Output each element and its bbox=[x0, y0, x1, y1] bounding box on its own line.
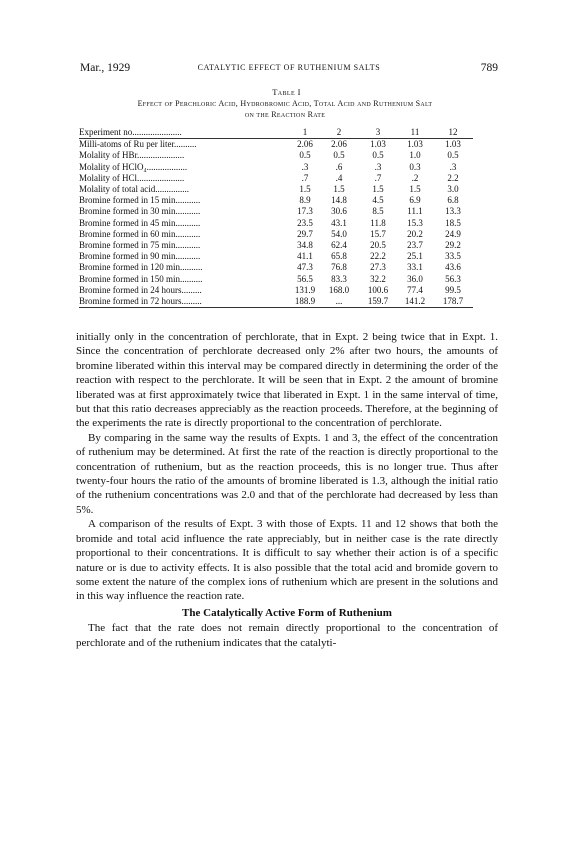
table-cell: 23.7 bbox=[407, 240, 423, 251]
table-row bbox=[79, 184, 473, 195]
table-cell: 77.4 bbox=[407, 284, 423, 295]
table-cell: 100.6 bbox=[367, 284, 389, 295]
table-row bbox=[79, 262, 473, 273]
row-label: Molality of HBr..................... bbox=[79, 150, 185, 161]
row-label: Milli-atoms of Ru per liter.......... bbox=[79, 139, 197, 150]
table-row bbox=[79, 206, 473, 217]
table-cell: .6 bbox=[335, 161, 343, 172]
table-cell: 188.9 bbox=[291, 296, 319, 308]
table-cell: 43.6 bbox=[445, 262, 461, 273]
table-cell: .4 bbox=[335, 172, 343, 183]
table-cell: 1.5 bbox=[299, 184, 311, 195]
header-cell: 3 bbox=[359, 127, 397, 139]
table-cell: 62.4 bbox=[331, 240, 347, 251]
row-label: Bromine formed in 72 hours......... bbox=[79, 296, 291, 308]
header-cell: 2 bbox=[319, 127, 359, 139]
table-row bbox=[79, 218, 473, 229]
header-label: Experiment no...................... bbox=[79, 127, 291, 139]
table-cell: 33.5 bbox=[445, 251, 461, 262]
table-label: Table I bbox=[272, 87, 301, 97]
table-cell: 27.3 bbox=[370, 262, 386, 273]
table-cell: 2.06 bbox=[297, 139, 313, 150]
table-cell: 8.9 bbox=[299, 195, 311, 206]
table-cell: 29.2 bbox=[445, 240, 461, 251]
table-cell: 13.3 bbox=[445, 206, 461, 217]
table-cell: 17.3 bbox=[297, 206, 313, 217]
table-cell: 1.0 bbox=[409, 150, 421, 161]
table-cell: 8.5 bbox=[372, 206, 384, 217]
table-row bbox=[79, 274, 473, 285]
table-row bbox=[79, 229, 473, 240]
table-cell: 159.7 bbox=[359, 296, 397, 308]
table-cell: 99.5 bbox=[445, 284, 461, 295]
row-label: Bromine formed in 120 min.......... bbox=[79, 262, 203, 273]
row-label: Bromine formed in 90 min........... bbox=[79, 251, 201, 262]
table-cell: 3.0 bbox=[447, 184, 459, 195]
table-cell: 20.5 bbox=[370, 240, 386, 251]
row-label: Bromine formed in 60 min........... bbox=[79, 228, 201, 239]
table-cell: 83.3 bbox=[331, 273, 347, 284]
row-label: Molality of total acid............... bbox=[79, 184, 189, 195]
table-cell: ... bbox=[319, 296, 359, 308]
running-header bbox=[80, 62, 498, 76]
header-cell: 1 bbox=[291, 127, 319, 139]
table-cell: 2.06 bbox=[331, 139, 347, 150]
table-cell: 2.2 bbox=[447, 172, 459, 183]
table-row bbox=[79, 285, 473, 296]
table-cell: 141.2 bbox=[397, 296, 433, 308]
table-cell: 33.1 bbox=[407, 262, 423, 273]
table-cell: .3 bbox=[449, 161, 457, 172]
row-label: Molality of HCl..................... bbox=[79, 172, 185, 183]
table-row bbox=[79, 162, 473, 173]
table-cell: 23.5 bbox=[297, 217, 313, 228]
table-cell: 47.3 bbox=[297, 262, 313, 273]
table-row bbox=[79, 251, 473, 262]
body-text bbox=[76, 330, 498, 650]
table-cell: 56.5 bbox=[297, 273, 313, 284]
table-caption bbox=[60, 99, 510, 120]
table-cell: 1.03 bbox=[407, 139, 423, 150]
table-cell: 1.5 bbox=[409, 184, 421, 195]
table-cell: .7 bbox=[374, 172, 382, 183]
table-cell: 15.3 bbox=[407, 217, 423, 228]
table-cell: 30.6 bbox=[331, 206, 347, 217]
page-number: 789 bbox=[480, 62, 498, 74]
row-label: Bromine formed in 15 min........... bbox=[79, 195, 201, 206]
table-caption-line2: on the Reaction Rate bbox=[244, 109, 326, 119]
table-cell: 25.1 bbox=[407, 251, 423, 262]
table-cell: 131.9 bbox=[294, 284, 316, 295]
table-cell: 0.5 bbox=[372, 150, 384, 161]
row-label: Bromine formed in 150 min.......... bbox=[79, 273, 203, 284]
table-cell: 18.5 bbox=[445, 217, 461, 228]
table-cell: 15.7 bbox=[370, 228, 386, 239]
table-cell: 6.9 bbox=[409, 195, 421, 206]
table-cell: 4.5 bbox=[372, 195, 384, 206]
table-row bbox=[79, 139, 473, 151]
table-cell: 14.8 bbox=[331, 195, 347, 206]
paragraph: initially only in the concentration of perchlorate, that in Expt. 2 being twice that in Expt. 1. Since the concentration of perchlorate decreased only 2% after two hours, the amounts of bromine liberated within this interval may be compared directly in determining the order of the reaction with respect to the perchlorate. It will be seen that in Expt. 2 the amount of bromine liberated was at first approximately twice that liberated in Expt. 1 in the same interval of time, but that this ratio decreases appreciably as the reaction proceeds. Therefore, at the beginning of the experiments the rate is directly proportional to the concentration of perchlorate. bbox=[76, 331, 498, 430]
table-row bbox=[79, 173, 473, 184]
table-cell: 54.0 bbox=[331, 228, 347, 239]
table-cell: .7 bbox=[301, 172, 309, 183]
table-cell: 0.5 bbox=[447, 150, 459, 161]
table-cell: 1.5 bbox=[372, 184, 384, 195]
row-label: Molality of HClO₄.................. bbox=[79, 161, 188, 172]
table-cell: 32.2 bbox=[370, 273, 386, 284]
table-header-row bbox=[79, 127, 473, 139]
table-cell: 22.2 bbox=[370, 251, 386, 262]
header-cell: 11 bbox=[397, 127, 433, 139]
table-cell: 20.2 bbox=[407, 228, 423, 239]
table-cell: 0.5 bbox=[333, 150, 345, 161]
paragraph: A comparison of the results of Expt. 3 with those of Expts. 11 and 12 shows that both the bromide and total acid influence the rate appreciably, but in neither case is the rate directly proportional to their concentrations. It is difficult to say whether their action is of a specific nature or is due to activity effects. It is also possible that the total acid and bromide govern to some extent the nature of the complex ions of ruthenium which are present in the solutions and in this way influence the reaction rate. bbox=[76, 518, 498, 603]
table-cell: 24.9 bbox=[445, 228, 461, 239]
table-cell: .2 bbox=[411, 172, 419, 183]
header-cell: 12 bbox=[433, 127, 473, 139]
paragraph: By comparing in the same way the results of Expts. 1 and 3, the effect of the concentration of ruthenium may be determined. At first the rate of the reaction is directly proportional to the concentration of ruthenium, but as the reaction proceeds, this is no longer true. Thus after twenty-four hours the ratio of the amounts of bromine liberated is 1.3, although the initial ratio of the ruthenium concentrations was 2.0 and that of the perchlorate had decreased by less than 5%. bbox=[76, 431, 498, 516]
table-row bbox=[79, 240, 473, 251]
table-cell: 0.3 bbox=[409, 161, 421, 172]
table-cell: 43.1 bbox=[331, 217, 347, 228]
table-cell: 76.8 bbox=[331, 262, 347, 273]
row-label: Bromine formed in 45 min........... bbox=[79, 217, 201, 228]
table-cell: 41.1 bbox=[297, 251, 313, 262]
table-cell: .3 bbox=[374, 161, 382, 172]
table-cell: 168.0 bbox=[328, 284, 350, 295]
table-cell: 1.03 bbox=[370, 139, 386, 150]
row-label: Bromine formed in 75 min........... bbox=[79, 240, 201, 251]
table-cell: 34.8 bbox=[297, 240, 313, 251]
table-row bbox=[79, 150, 473, 161]
row-label: Bromine formed in 30 min........... bbox=[79, 206, 201, 217]
table-cell: 11.1 bbox=[407, 206, 423, 217]
table-cell: 0.5 bbox=[299, 150, 311, 161]
table-cell: 56.3 bbox=[445, 273, 461, 284]
running-title: CATALYTIC EFFECT OF RUTHENIUM SALTS bbox=[197, 63, 381, 72]
table-row bbox=[79, 195, 473, 206]
table-cell: 178.7 bbox=[433, 296, 473, 308]
row-label: Bromine formed in 24 hours......... bbox=[79, 284, 202, 295]
table-cell: 11.8 bbox=[370, 217, 386, 228]
table-cell: 6.8 bbox=[447, 195, 459, 206]
table-cell: 1.03 bbox=[445, 139, 461, 150]
table-caption-line1: Effect of Perchloric Acid, Hydrobromic Acid, Total Acid and Ruthenium Salt bbox=[137, 99, 433, 108]
table-cell: .3 bbox=[301, 161, 309, 172]
table-cell: 29.7 bbox=[297, 228, 313, 239]
data-table bbox=[79, 127, 473, 308]
journal-date: Mar., 1929 bbox=[80, 62, 131, 74]
section-heading: The Catalytically Active Form of Ruthenium bbox=[182, 606, 392, 619]
table-cell: 1.5 bbox=[333, 184, 345, 195]
table-row bbox=[79, 296, 473, 308]
paragraph: The fact that the rate does not remain directly proportional to the concentration of perchlorate and of the ruthenium indicates that the catalyti- bbox=[76, 622, 498, 649]
table-cell: 36.0 bbox=[407, 273, 423, 284]
table-cell: 65.8 bbox=[331, 251, 347, 262]
